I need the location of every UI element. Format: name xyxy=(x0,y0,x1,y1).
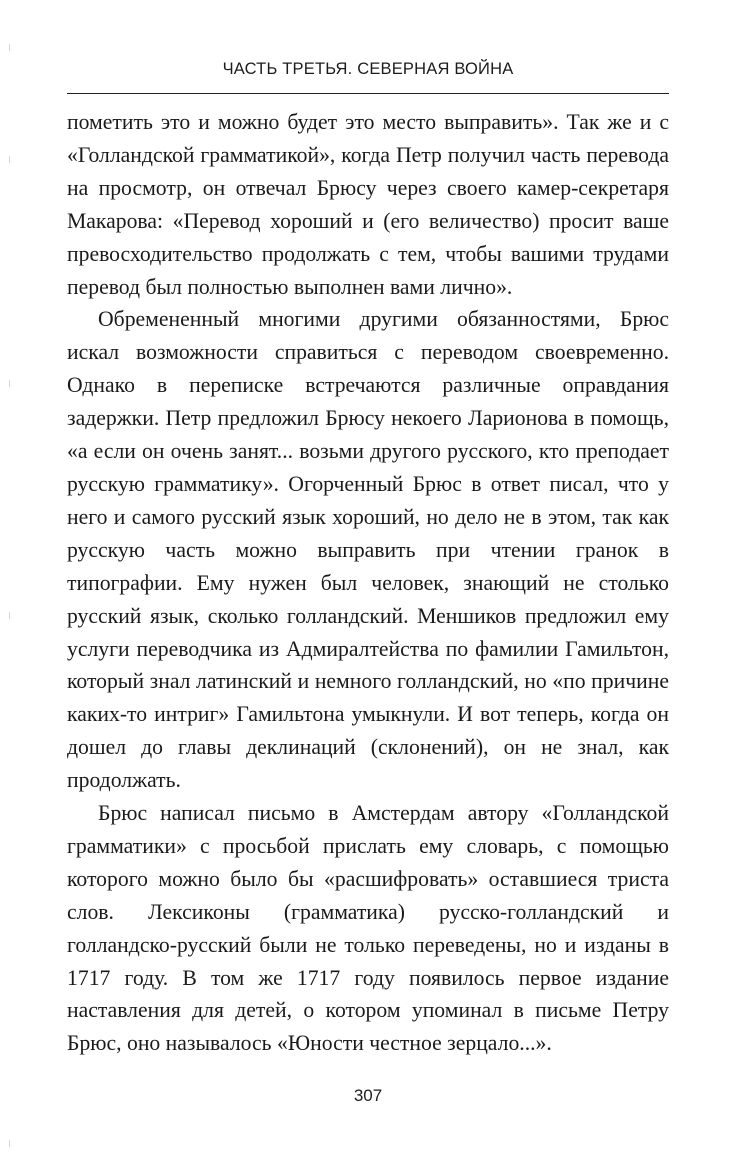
header-rule xyxy=(67,93,669,94)
running-header: ЧАСТЬ ТРЕТЬЯ. СЕВЕРНАЯ ВОЙНА xyxy=(222,60,514,78)
scan-margin-mark xyxy=(9,44,10,51)
page-number: 307 xyxy=(353,1086,383,1105)
paragraph-3: Брюс написал письмо в Амстердам автору «Голландской грамматики» с просьбой прислать ему словарь, с помощью которого можно было бы «расшифровать» оставшиеся триста слов. Лексиконы (грамматика) русско-голландский и голландско-русский были не только переведены, но и изданы в 1717 году. В том же 1717 году появилось первое издание наставления для детей, о котором упоминал в письме Петру Брюс, оно называлось «Юности честное зерцало...». xyxy=(67,801,669,1056)
scan-margin-mark xyxy=(9,612,10,619)
scan-margin-mark xyxy=(9,380,10,387)
paragraph-1: пометить это и можно будет это место выправить». Так же и с «Голландской грамматикой», когда Петр получил часть перевода на просмотр, он отвечал Брюсу через своего камер-секретаря Макарова: «Перевод хороший и (его величество) просит ваше превосходительство продолжать с тем, чтобы вашими трудами перевод был полностью выполнен вами лично». xyxy=(67,110,669,299)
scan-margin-mark xyxy=(9,156,10,163)
paragraph-2: Обремененный многими другими обязанностями, Брюс искал возможности справиться с переводом своевременно. Однако в переписке встречаются различные оправдания задержки. Петр предложил Брюсу некоего Ларионова в помощь, «а если он очень занят... возьми другого русского, кто преподает русскую грамматику». Огорченный Брюс в ответ писал, что у него и самого русский язык хороший, но дело не в этом, так как русскую часть можно выправить при чтении гранок в типографии. Ему нужен был человек, знающий не столько русский язык, сколько голландский. Меншиков предложил ему услуги переводчика из Адмиралтейства по фамилии Гамильтон, который знал латинский и немного голландский, но «по причине каких-то интриг» Гамильтона умыкнули. И вот теперь, когда он дошел до главы деклинаций (склонений), он не знал, как продолжать. xyxy=(67,307,669,793)
scan-margin-mark xyxy=(9,1140,10,1147)
body-text xyxy=(67,106,669,1060)
